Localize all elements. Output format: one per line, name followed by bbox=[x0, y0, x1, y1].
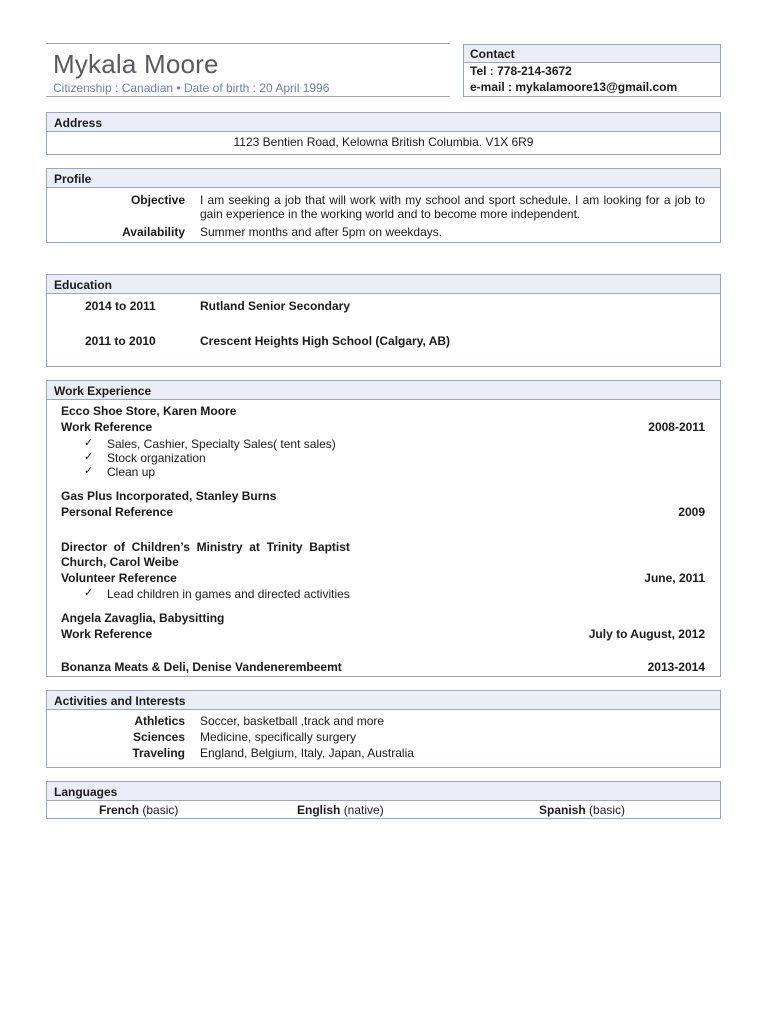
address-value: 1123 Bentien Road, Kelowna British Columbia. V1X 6R9 bbox=[233, 135, 534, 149]
job-date: 2013-2014 bbox=[647, 660, 705, 674]
job-date: 2009 bbox=[678, 505, 705, 519]
activity-label: Sciences bbox=[132, 730, 185, 744]
check-icon: ✓ bbox=[84, 451, 94, 463]
job-bullet: Lead children in games and directed activities bbox=[107, 587, 350, 601]
objective-text: I am seeking a job that will work with my school and sport schedule. I am looking for a job to gain experience in the working world and to become more independent. bbox=[200, 193, 705, 221]
header-subtitle bbox=[53, 81, 329, 95]
job-date: 2008-2011 bbox=[648, 420, 705, 434]
activities-section bbox=[46, 690, 721, 768]
language-item bbox=[297, 803, 384, 817]
job-date: July to August, 2012 bbox=[588, 627, 705, 641]
availability-label: Availability bbox=[122, 225, 185, 239]
work-title: Work Experience bbox=[47, 381, 720, 400]
job-employer: Ecco Shoe Store, Karen Moore bbox=[61, 404, 237, 418]
language-name: English bbox=[297, 803, 341, 817]
language-name: French bbox=[99, 803, 140, 817]
job-employer: Director of Children’s Ministry at Trinity Baptist bbox=[61, 540, 350, 554]
language-level: (basic) bbox=[589, 803, 626, 817]
job-reference: Personal Reference bbox=[61, 505, 174, 519]
contact-title: Contact bbox=[464, 45, 720, 63]
contact-phone: Tel : 778-214-3672 bbox=[470, 64, 572, 78]
activity-label: Athletics bbox=[134, 714, 185, 728]
job-employer-cont: Church, Carol Weibe bbox=[61, 555, 179, 569]
job-bullet: Sales, Cashier, Specialty Sales( tent sales) bbox=[107, 437, 336, 451]
check-icon: ✓ bbox=[84, 465, 94, 477]
address-title: Address bbox=[47, 113, 720, 132]
languages-section bbox=[46, 781, 721, 819]
separator-dot: • bbox=[176, 81, 181, 95]
job-employer: Angela Zavaglia, Babysitting bbox=[61, 611, 225, 625]
resume-header bbox=[46, 43, 450, 97]
candidate-name: Mykala Moore bbox=[53, 49, 219, 79]
education-school-2: Crescent Heights High School (Calgary, AB) bbox=[200, 334, 451, 348]
language-item bbox=[539, 803, 625, 817]
job-employer: Bonanza Meats & Deli, Denise Vandenerembeemt bbox=[61, 660, 342, 674]
job-bullet: Stock organization bbox=[107, 451, 206, 465]
check-icon: ✓ bbox=[84, 587, 94, 599]
language-item bbox=[99, 803, 178, 817]
profile-section bbox=[46, 168, 721, 243]
citizenship: Citizenship : Canadian bbox=[53, 81, 174, 95]
language-name: Spanish bbox=[539, 803, 586, 817]
language-level: (native) bbox=[343, 803, 384, 817]
activity-value: Medicine, specifically surgery bbox=[200, 730, 357, 744]
activity-value: Soccer, basketball ,track and more bbox=[200, 714, 385, 728]
contact-box bbox=[463, 44, 721, 97]
check-icon: ✓ bbox=[84, 437, 94, 449]
education-years-2: 2011 to 2010 bbox=[85, 334, 156, 348]
job-employer: Gas Plus Incorporated, Stanley Burns bbox=[61, 489, 277, 503]
activities-title: Activities and Interests bbox=[47, 691, 720, 710]
availability-text: Summer months and after 5pm on weekdays. bbox=[200, 225, 443, 239]
job-reference: Volunteer Reference bbox=[61, 571, 177, 585]
education-years-1: 2014 to 2011 bbox=[85, 299, 156, 313]
job-date: June, 2011 bbox=[644, 571, 705, 585]
job-bullet: Clean up bbox=[107, 465, 156, 479]
activity-label: Traveling bbox=[132, 746, 185, 760]
language-level: (basic) bbox=[142, 803, 179, 817]
education-section bbox=[46, 274, 721, 367]
date-of-birth: Date of birth : 20 April 1996 bbox=[183, 81, 330, 95]
job-reference: Work Reference bbox=[61, 627, 153, 641]
profile-title: Profile bbox=[47, 169, 720, 188]
contact-email: e-mail : mykalamoore13@gmail.com bbox=[470, 80, 678, 94]
education-school-1: Rutland Senior Secondary bbox=[200, 299, 351, 313]
languages-title: Languages bbox=[47, 782, 720, 801]
work-experience-section bbox=[46, 380, 721, 677]
objective-label: Objective bbox=[130, 193, 185, 207]
education-title: Education bbox=[47, 275, 720, 294]
address-section bbox=[46, 112, 721, 155]
activity-value: England, Belgium, Italy, Japan, Australia bbox=[200, 746, 414, 760]
job-reference: Work Reference bbox=[61, 420, 153, 434]
